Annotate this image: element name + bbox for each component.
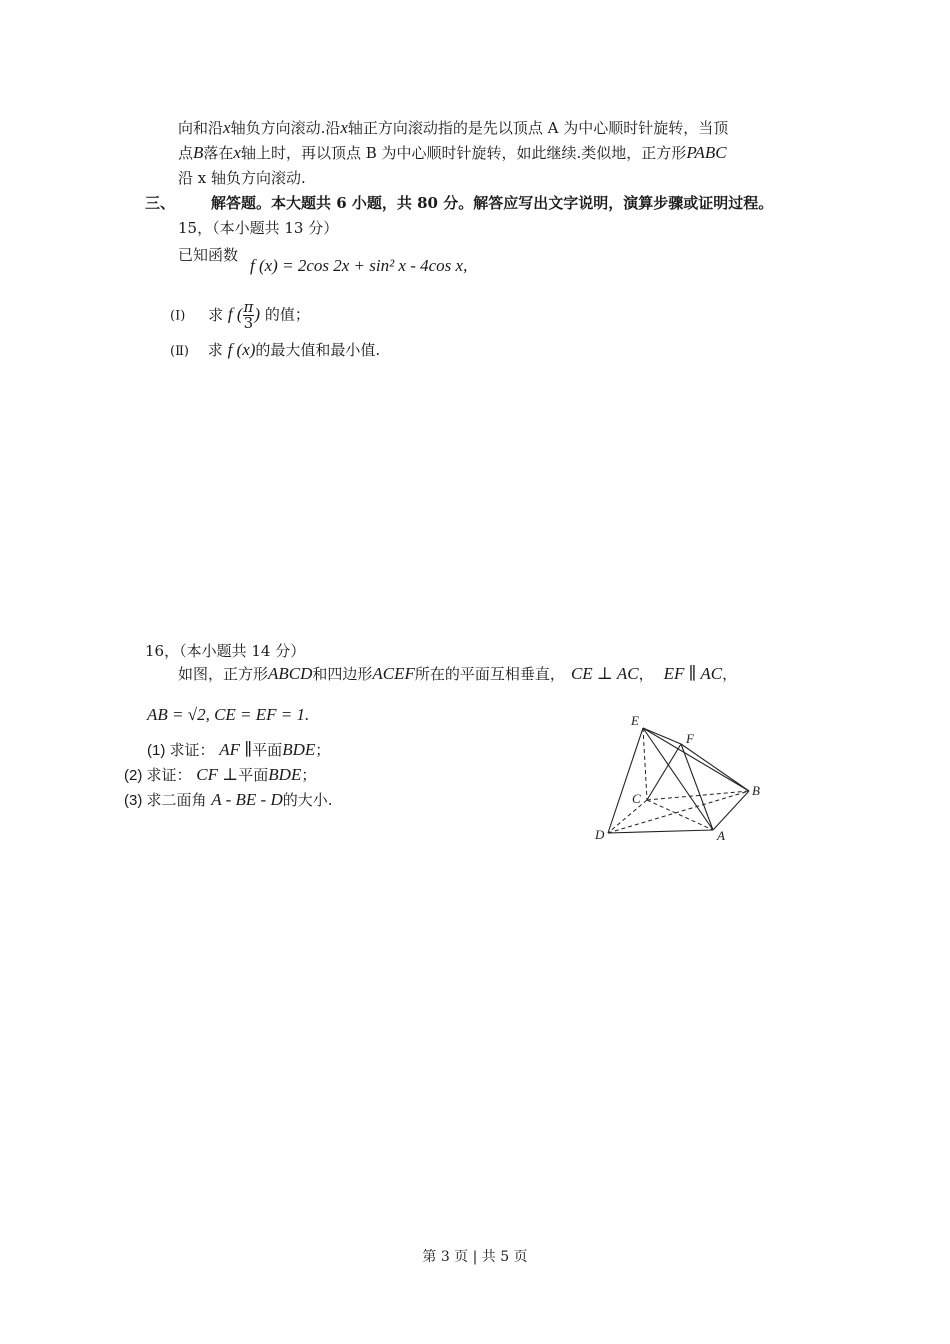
q16-part3	[124, 790, 333, 811]
part-label: (Ⅰ)	[170, 308, 186, 324]
comma: ，	[722, 665, 738, 683]
q16-header: 16，（本小题共 14 分）	[145, 642, 306, 660]
part-label: (Ⅱ)	[170, 344, 189, 359]
edge-FC	[647, 744, 681, 800]
fraction-pi-over-3	[243, 300, 255, 331]
q15-given: 已知函数	[178, 246, 239, 264]
condition-ce-perp-ac: CE ⊥ AC	[570, 664, 639, 683]
intro-line-1	[178, 118, 728, 138]
var-x: x	[340, 118, 348, 137]
edge-FB	[681, 744, 749, 791]
var-B: B	[193, 143, 204, 162]
text: ；	[315, 741, 331, 759]
q16-part1	[147, 740, 330, 761]
denominator: 3	[243, 314, 254, 332]
var-ACEF: ACEF	[372, 664, 415, 683]
text: ；	[301, 766, 317, 784]
section-number: 三、	[145, 194, 176, 212]
func-f-x: f (x)	[227, 340, 256, 359]
part-label: (1) 求证：	[147, 742, 215, 759]
geometry-figure	[590, 708, 780, 848]
text: 平面	[252, 741, 283, 759]
comma: ，	[638, 665, 654, 683]
label-A: A	[717, 828, 725, 843]
edge-ED	[608, 728, 643, 833]
condition-ef-parallel-ac: EF ∥ AC	[663, 664, 723, 683]
intro-line-2	[178, 143, 727, 163]
text: 的最大值和最小值.	[255, 341, 381, 359]
plane-bde: BDE	[268, 765, 302, 784]
section-heading	[145, 193, 774, 213]
edge-EC	[643, 728, 647, 800]
text: 轴正方向滚动指的是先以顶点 A 为中心顺时针旋转，当顶	[347, 119, 729, 137]
text: 轴负方向滚动.沿	[230, 119, 341, 137]
text: 所在的平面互相垂直，	[414, 665, 565, 683]
label-F: F	[686, 731, 694, 746]
part-label: (3) 求二面角	[124, 792, 207, 809]
label-E: E	[631, 713, 639, 728]
text: 平面	[238, 766, 269, 784]
numerator: π	[243, 298, 254, 316]
q15-part2	[170, 340, 380, 362]
intro-line-3: 沿 x 轴负方向滚动.	[178, 169, 306, 187]
text: 的大小.	[282, 791, 333, 809]
q16-statement	[178, 664, 737, 684]
edge-EB	[643, 728, 749, 791]
text: 如图，正方形	[178, 665, 269, 683]
text: 轴上时，再以顶点 B 为中心顺时针旋转，如此继续.类似地，正方形	[240, 144, 687, 162]
label-D: D	[595, 827, 605, 842]
text: 的值；	[264, 305, 310, 324]
q15-header: 15，（本小题共 13 分）	[178, 219, 339, 237]
label-B: B	[752, 783, 760, 798]
text: 求	[207, 341, 223, 359]
text: 落在	[203, 144, 234, 162]
q15-function: f (x) = 2cos 2x + sin² x - 4cos x,	[250, 256, 468, 275]
text: 求	[208, 305, 224, 324]
text: 和四边形	[312, 665, 373, 683]
var-x: x	[233, 143, 241, 162]
math: A - BE - D	[211, 790, 283, 809]
page-footer: 第 3 页 | 共 5 页	[422, 1249, 528, 1265]
text: 点	[178, 144, 194, 162]
label-C: C	[632, 791, 641, 806]
var-PABC: PABC	[686, 143, 727, 162]
math: CF ⊥	[196, 765, 239, 784]
text: 向和沿	[178, 119, 224, 137]
plane-bde: BDE	[282, 740, 316, 759]
part-label: (2) 求证：	[124, 767, 192, 784]
edge-DA	[608, 830, 713, 833]
edge-CB	[647, 791, 749, 800]
math: AF ∥	[219, 740, 253, 759]
section-title: 解答题。本大题共 6 小题，共 80 分。解答应写出文字说明，演算步骤或证明过程。	[211, 194, 774, 212]
var-x: x	[223, 118, 231, 137]
q16-part2	[124, 765, 316, 786]
paren: )	[254, 304, 261, 324]
q15-part1	[170, 300, 310, 331]
func-f: f (	[227, 304, 243, 324]
q16-given-equation: AB = √2, CE = EF = 1.	[147, 705, 310, 724]
var-ABCD: ABCD	[268, 664, 313, 683]
